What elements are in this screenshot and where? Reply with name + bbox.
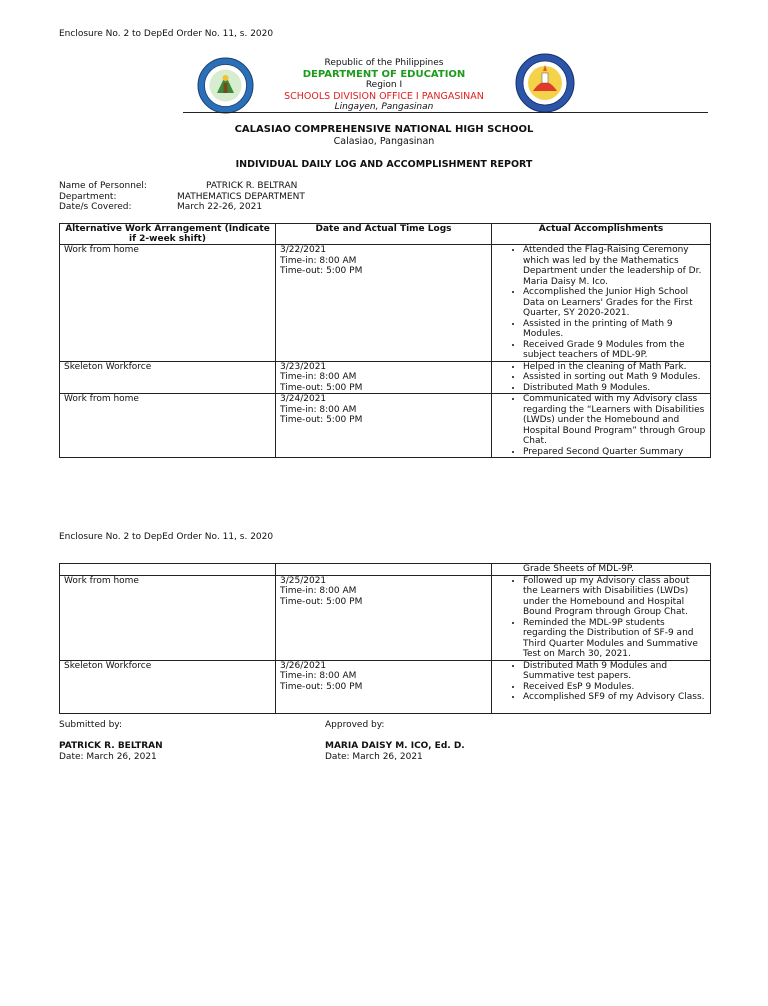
table-row: [60, 660, 711, 713]
accomplishments-cell: [492, 245, 711, 362]
list-item: • Assisted in the printing of Math 9 Modules.: [523, 319, 706, 340]
approved-name: MARIA DAISY M. ICO, Ed. D.: [325, 741, 465, 751]
header-accomplishments: Actual Accomplishments: [492, 224, 711, 245]
log-time-in: Time-in: 8:00 AM: [280, 586, 357, 596]
arrangement-cell: Work from home: [60, 394, 276, 458]
info-label: Name of Personnel:: [59, 181, 147, 191]
list-item: • Reminded the MDL-9P students regarding the Distribution of SF-9 and Third Quarter Modules and Summative Test on March 30, 2021.: [523, 618, 706, 660]
accomplishments-cell: [492, 575, 711, 660]
info-label: Department:: [59, 191, 117, 202]
enclosure-note: Enclosure No. 2 to DepEd Order No. 11, s. 2020: [59, 29, 274, 39]
submitted-name: PATRICK R. BELTRAN: [59, 741, 163, 751]
log-time-in: Time-in: 8:00 AM: [280, 404, 357, 415]
time-log-cell: [276, 575, 492, 660]
info-value: March 22-26, 2021: [177, 202, 263, 212]
log-time-out: Time-out: 5:00 PM: [280, 681, 363, 692]
header-arrangement: Alternative Work Arrangement (Indicate if 2-week shift): [60, 224, 276, 245]
list-item: • Attended the Flag-Raising Ceremony which was led by the Mathematics Department under the leadership of Dr. Maria Daisy M. Ico.: [523, 245, 706, 287]
arrangement-cell: Work from home: [60, 245, 276, 362]
accomplishments-cell: [492, 361, 711, 394]
submitted-date: Date: March 26, 2021: [59, 752, 157, 762]
log-date: 3/25/2021: [280, 575, 327, 586]
list-item: • Received Grade 9 Modules from the subject teachers of MDL-9P.: [523, 340, 706, 361]
time-log-cell: [276, 245, 492, 362]
arrangement-cell: Skeleton Workforce: [60, 361, 276, 394]
table-row: [60, 575, 711, 660]
log-date: 3/26/2021: [280, 660, 327, 671]
log-table-page2: [59, 563, 711, 714]
log-time-in: Time-in: 8:00 AM: [280, 255, 357, 266]
log-time-out: Time-out: 5:00 PM: [280, 266, 363, 276]
accomplishments-cell: [492, 394, 711, 458]
info-value: PATRICK R. BELTRAN: [206, 181, 298, 191]
location-line: Lingayen, Pangasinan: [334, 102, 434, 112]
department-line: DEPARTMENT OF EDUCATION: [302, 69, 466, 80]
header-divider: [183, 112, 708, 113]
letterhead: [0, 58, 768, 113]
republic-line: Republic of the Philippines: [324, 58, 444, 68]
list-item: • Accomplished SF9 of my Advisory Class.: [523, 692, 706, 703]
log-date: 3/23/2021: [280, 361, 327, 372]
region-line: Region I: [365, 80, 403, 90]
school-town: Calasiao, Pangasinan: [333, 136, 435, 147]
log-time-in: Time-in: 8:00 AM: [280, 372, 357, 382]
submitted-block: [59, 720, 163, 763]
list-item: • Helped in the cleaning of Math Park.: [523, 362, 706, 373]
list-item: • Prepared Second Quarter Summary: [523, 447, 706, 458]
continuation-text: Grade Sheets of MDL-9P.: [523, 564, 634, 574]
arrangement-cell: Skeleton Workforce: [60, 660, 276, 713]
list-item: • Communicated with my Advisory class regarding the “Learners with Disabilities (LWDs) under the Homebound and Hospital Bound Program” through Group Chat.: [523, 394, 706, 447]
accomplishments-cell: [492, 564, 711, 576]
time-log-cell: [276, 564, 492, 576]
info-label: Date/s Covered:: [59, 202, 132, 212]
submitted-label: Submitted by:: [59, 720, 122, 730]
arrangement-cell: [60, 564, 276, 576]
report-title: INDIVIDUAL DAILY LOG AND ACCOMPLISHMENT REPORT: [235, 159, 533, 170]
accomplishments-cell: [492, 660, 711, 713]
enclosure-note: Enclosure No. 2 to DepEd Order No. 11, s. 2020: [59, 532, 274, 542]
approved-label: Approved by:: [325, 720, 385, 730]
time-log-cell: [276, 361, 492, 394]
approved-block: [325, 720, 465, 763]
log-date: 3/22/2021: [280, 245, 327, 255]
arrangement-cell: Work from home: [60, 575, 276, 660]
log-time-out: Time-out: 5:00 PM: [280, 596, 363, 607]
log-date: 3/24/2021: [280, 394, 327, 404]
approved-date: Date: March 26, 2021: [325, 752, 423, 762]
log-time-out: Time-out: 5:00 PM: [280, 382, 363, 393]
log-time-out: Time-out: 5:00 PM: [280, 415, 363, 425]
table-row: [60, 394, 711, 458]
list-item: • Distributed Math 9 Modules and Summative test papers.: [523, 661, 706, 682]
list-item: • Distributed Math 9 Modules.: [523, 383, 706, 394]
list-item: • Received EsP 9 Modules.: [523, 682, 706, 693]
division-line: SCHOOLS DIVISION OFFICE I PANGASINAN: [284, 91, 484, 102]
list-item: • Followed up my Advisory class about the Learners with Disabilities (LWDs) under the Homebound and Hospital Bound Program through Group Chat.: [523, 576, 706, 618]
school-name: CALASIAO COMPREHENSIVE NATIONAL HIGH SCHOOL: [234, 124, 534, 135]
info-value: MATHEMATICS DEPARTMENT: [177, 191, 305, 202]
table-header-row: [60, 224, 711, 245]
list-item: • Accomplished the Junior High School Data on Learners' Grades for the First Quarter, SY 2020-2021.: [523, 287, 706, 319]
table-row-continuation: [60, 564, 711, 576]
school-block: [0, 124, 768, 148]
log-time-in: Time-in: 8:00 AM: [280, 671, 357, 681]
table-row: [60, 245, 711, 362]
table-row: [60, 361, 711, 394]
time-log-cell: [276, 660, 492, 713]
list-item: • Assisted in sorting out Math 9 Modules.: [523, 372, 706, 383]
time-log-cell: [276, 394, 492, 458]
header-time-logs: Date and Actual Time Logs: [276, 224, 492, 245]
log-table-page1: [59, 223, 711, 458]
